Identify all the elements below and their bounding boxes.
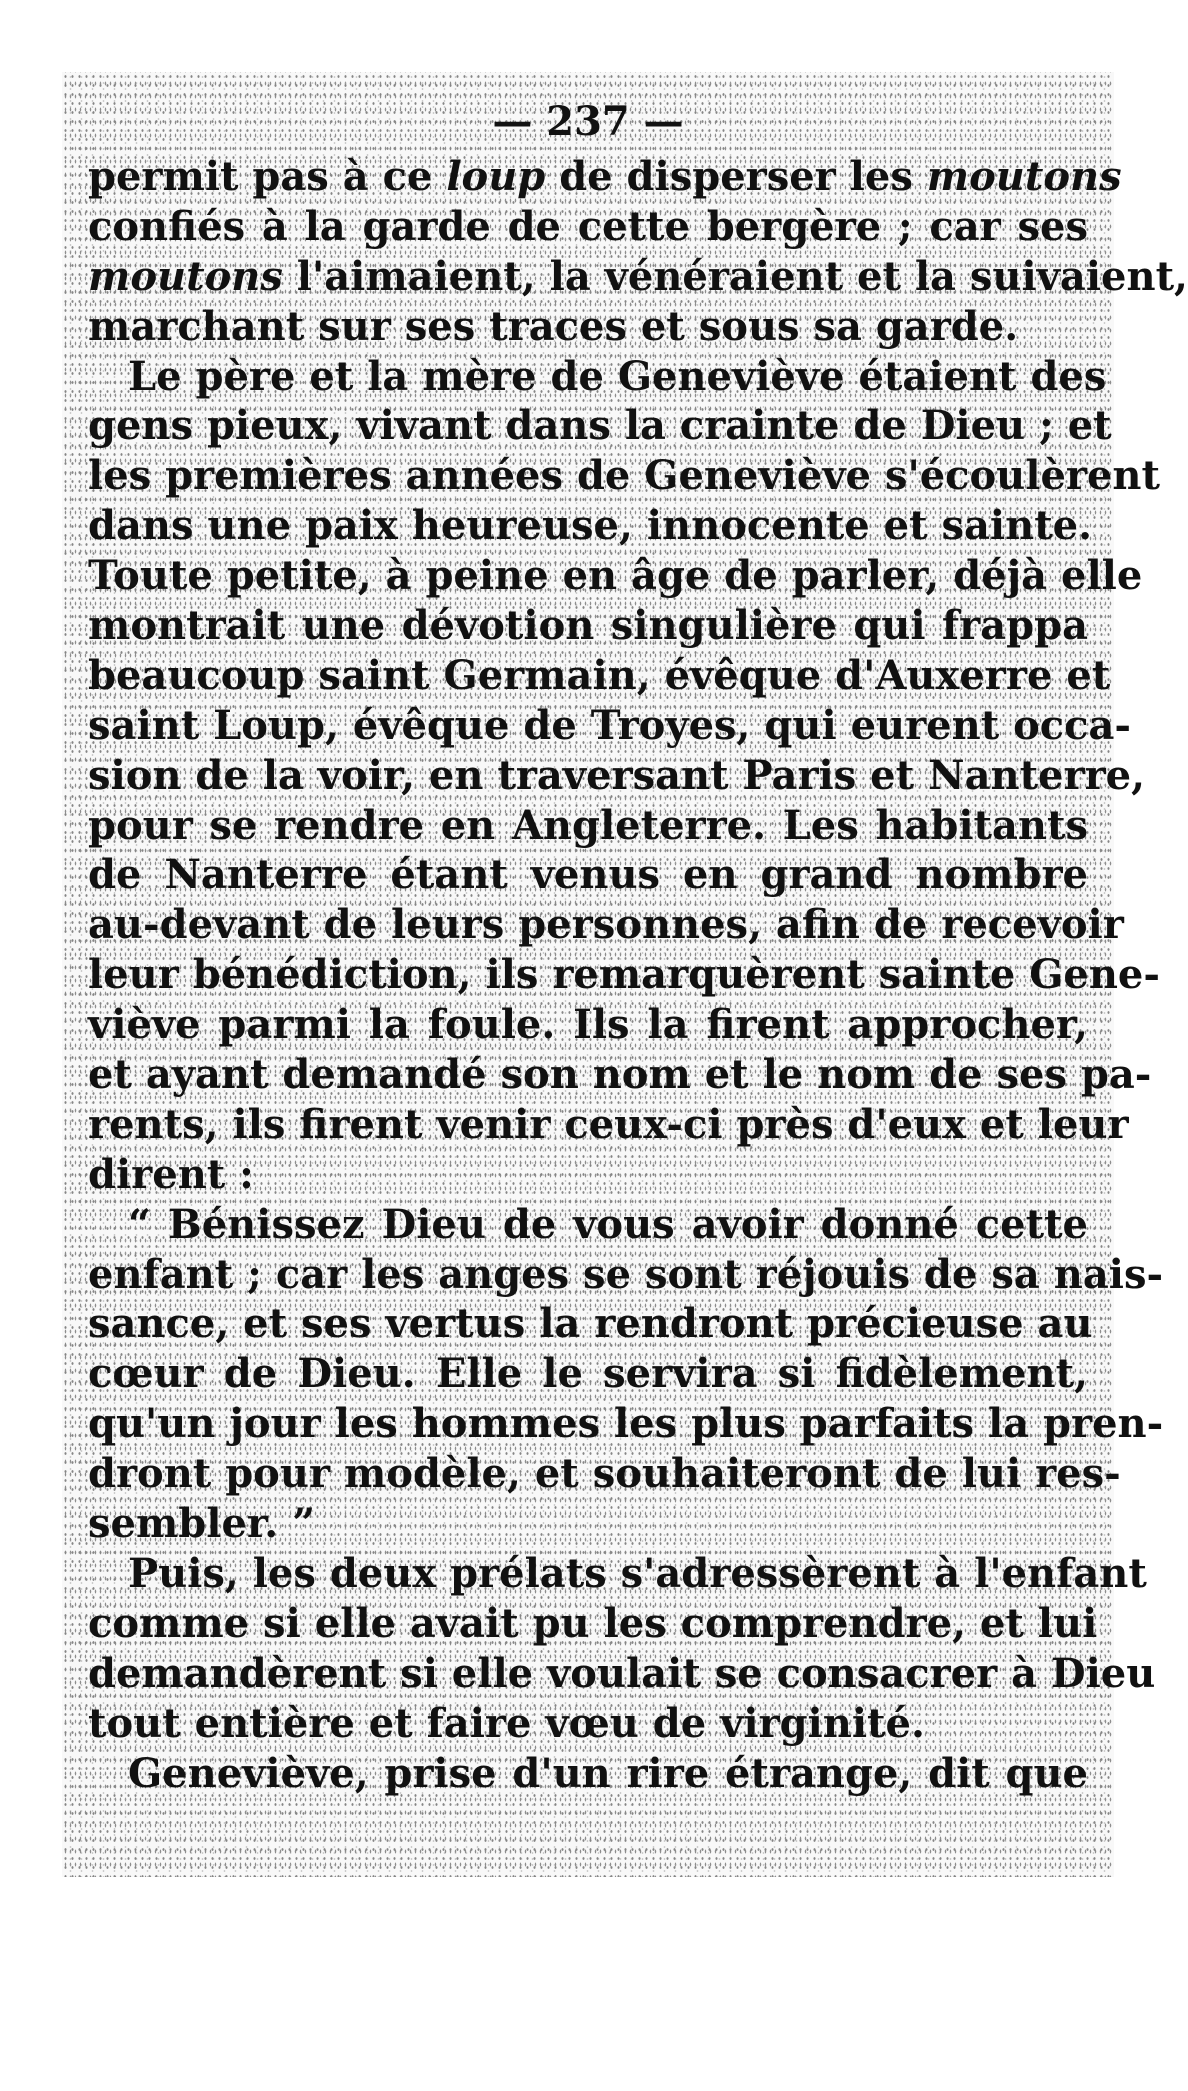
text-run: de disperser les xyxy=(545,153,927,200)
text-run: rents, ils firent venir ceux-ci près d'eux et leur xyxy=(88,1100,1129,1148)
text-line xyxy=(88,1649,1156,1699)
text-line xyxy=(88,1250,1164,1300)
page-number: — 237 — xyxy=(492,98,684,145)
text-line xyxy=(88,1200,1088,1250)
text-run: tout entière et faire vœu de virginité. xyxy=(88,1699,925,1747)
text-run: sion de la voir, en traversant Paris et Nanterre, xyxy=(88,751,1146,799)
text-run: l'aimaient, la vénéraient et la suivaient, xyxy=(282,252,1188,300)
text-run: et ayant demandé son nom et le nom de ses pa- xyxy=(88,1051,1152,1099)
text-line xyxy=(88,501,1093,551)
text-run: demandèrent si elle voulait se consacrer à Dieu xyxy=(88,1649,1156,1697)
text-line xyxy=(88,651,1111,701)
text-line xyxy=(88,1499,1088,1549)
text-run: confiés à la garde de cette bergère ; car ses xyxy=(88,202,1088,250)
text-line xyxy=(88,801,1088,851)
text-line xyxy=(88,152,1122,202)
text-run: Toute petite, à peine en âge de parler, déjà elle xyxy=(88,552,1143,600)
text-run: Geneviève, prise d'un rire étrange, dit que xyxy=(128,1749,1088,1797)
text-line xyxy=(88,451,1160,501)
text-run: dans une paix heureuse, innocente et sainte. xyxy=(88,502,1093,550)
text-line xyxy=(88,1000,1088,1050)
text-line xyxy=(88,1299,1093,1349)
text-run: montrait une dévotion singulière qui frappa xyxy=(88,602,1088,650)
text-run: beaucoup saint Germain, évêque d'Auxerre et xyxy=(88,651,1111,699)
text-run: leur bénédiction, ils remarquèrent sainte Gene- xyxy=(88,951,1160,999)
text-line xyxy=(88,900,1124,950)
text-run: sance, et ses vertus la rendront précieuse au xyxy=(88,1300,1093,1348)
text-line xyxy=(88,1699,1088,1749)
text-line xyxy=(88,1549,1147,1599)
text-run: cœur de Dieu. Elle le servira si fidèlement, xyxy=(88,1350,1088,1398)
text-line xyxy=(88,1749,1088,1799)
text-line xyxy=(88,1100,1129,1150)
text-run: dront pour modèle, et souhaiteront de lui res- xyxy=(88,1450,1121,1498)
text-line xyxy=(88,1399,1164,1449)
text-run: Puis, les deux prélats s'adressèrent à l'enfant xyxy=(128,1549,1147,1597)
text-line xyxy=(88,252,1188,302)
text-line xyxy=(88,701,1132,751)
text-run: pour se rendre en Angleterre. Les habitants xyxy=(88,801,1088,849)
text-line xyxy=(88,1150,1088,1200)
text-line xyxy=(88,1349,1088,1399)
text-run: viève parmi la foule. Ils la firent approcher, xyxy=(88,1001,1088,1049)
text-line xyxy=(88,1449,1121,1499)
italic-word: loup xyxy=(446,153,546,200)
text-line xyxy=(88,950,1160,1000)
text-run: au-devant de leurs personnes, afin de recevoir xyxy=(88,901,1124,949)
text-run: enfant ; car les anges se sont réjouis de sa nais- xyxy=(88,1250,1164,1298)
text-line xyxy=(88,751,1146,801)
text-line xyxy=(88,1599,1098,1649)
text-line xyxy=(88,551,1143,601)
text-line xyxy=(88,1050,1152,1100)
text-run: “ Bénissez Dieu de vous avoir donné cette xyxy=(128,1200,1088,1248)
text-run: les premières années de Geneviève s'écoulèrent xyxy=(88,452,1160,500)
text-run: marchant sur ses traces et sous sa garde. xyxy=(88,302,1019,350)
book-page xyxy=(88,92,1188,1798)
text-run: qu'un jour les hommes les plus parfaits la pren- xyxy=(88,1400,1164,1448)
text-run: gens pieux, vivant dans la crainte de Dieu ; et xyxy=(88,402,1112,450)
text-run: sembler. ” xyxy=(88,1500,316,1548)
text-line xyxy=(88,352,1107,402)
text-run: Le père et la mère de Geneviève étaient des xyxy=(128,352,1107,400)
text-line xyxy=(88,302,1088,352)
text-line xyxy=(88,202,1088,252)
italic-word: moutons xyxy=(926,153,1122,200)
text-line xyxy=(88,601,1088,651)
italic-word: moutons xyxy=(88,252,283,300)
text-line xyxy=(88,401,1112,451)
body-text xyxy=(88,152,1188,1798)
text-run: permit pas à ce xyxy=(88,153,447,200)
text-line xyxy=(88,850,1088,900)
text-run: comme si elle avait pu les comprendre, et lui xyxy=(88,1599,1098,1647)
text-run: saint Loup, évêque de Troyes, qui eurent occa- xyxy=(88,701,1132,749)
text-run: de Nanterre étant venus en grand nombre xyxy=(88,851,1088,899)
text-run: dirent : xyxy=(88,1150,254,1198)
